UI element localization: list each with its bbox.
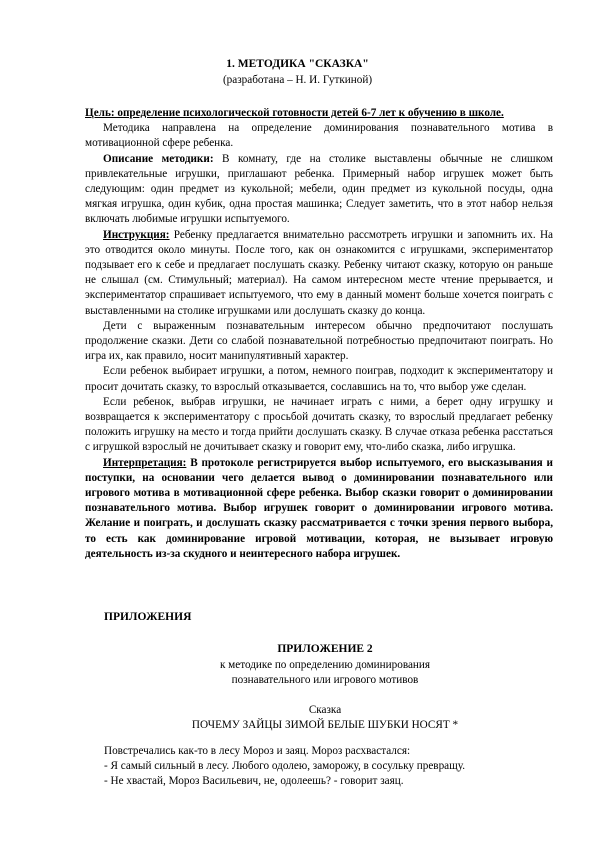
story-line: - Не хвастай, Мороз Васильевич, не, одолеешь? - говорит заяц. [104,775,404,788]
appendix-2-subtitle-2: познавательного или игрового мотивов [231,674,419,686]
description-label: Описание методики: [103,152,214,165]
paragraph-1: Методика направлена на определение доминирования познавательного мотива в мотивационной сфере ребенка. [85,122,553,150]
interpretation-text: В протоколе регистрируется выбор испытуемого, его высказывания и поступки, на основании чего делается вывод о доминировании познавательного или игрового мотива в мотивационной сфере ребенка. Выбор сказки говорит о доминировании познавательного мотива. Выбор игрушек говорит о доминировании игрового мотива. Желание и поиграть, и дослушать сказку рассматривается с точки зрения первого выбора, то есть как доминирование игровой мотивации, которая, не вызывает игровую деятельность из-за скудного и неинтересного набора игрушек. [85,456,553,560]
page-title: 1. МЕТОДИКА "СКАЗКА" [226,58,369,70]
tale-title: ПОЧЕМУ ЗАЙЦЫ ЗИМОЙ БЕЛЫЕ ШУБКИ НОСЯТ * [191,719,459,731]
paragraph-4: Дети с выраженным познавательным интересом обычно предпочитают послушать продолжение сказки. Дети со слабой познавательной потребностью предпочитают поиграть. Но игра их, как правило, носит манипулятивный характер. [85,319,553,363]
tale-label: Сказка [308,704,342,716]
page-subtitle: (разработана – Н. И. Гуткиной) [222,74,373,86]
paragraph-description [85,152,553,228]
story-line: - Я самый сильный в лесу. Любого одолею, заморожу, в сосульку превращу. [104,760,466,773]
appendix-2-title: ПРИЛОЖЕНИЕ 2 [277,643,373,655]
document-body [85,106,553,562]
paragraph-5: Если ребенок выбирает игрушки, а потом, немного поиграв, подходит к экспериментатору и просит дочитать сказку, то взрослый отказывается, сославшись на то, что выбор уже сделан. [85,365,553,393]
paragraph-instruction [85,228,553,319]
goal-paragraph: Цель: определение психологической готовности детей 6-7 лет к обучению в школе. [85,107,504,119]
paragraph-6: Если ребенок, выбрав игрушки, не начинает играть с ними, а берет одну игрушку и возвращается к экспериментатору с просьбой дочитать сказку, то взрослый предлагает ребенку положить игрушку на место и тогда прийти дослушать сказку. В случае отказа ребенка расстаться с игрушкой взрослый не дочитывает сказку и говорит ему, что-либо сказка, либо игрушка. [85,395,553,454]
instruction-text: Ребенку предлагается внимательно рассмотреть игрушки и запомнить их. На это отводится около минуты. После того, как он ознакомится с игрушками, экспериментатор подзывает его к себе и предлагает послушать сказку. Ребенку читают сказку, которую он раньше не слышал (см. Стимульный; материал). На самом интересном месте чтение прерывается, и экспериментатор спрашивает испытуемого, что ему в данный момент больше хочется поиграть с выставленными на столике игрушками или дослушать сказку до конца. [85,228,553,317]
instruction-label: Инструкция: [103,228,170,241]
appendix-heading: ПРИЛОЖЕНИЯ [104,611,192,623]
appendix-2-subtitle-1: к методике по определению доминирования [219,659,431,671]
story-line: Повстречались как-то в лесу Мороз и заяц. Мороз расхвастался: [104,745,411,757]
interpretation-label: Интерпретация: [103,456,187,469]
description-text: В комнату, где на столике выставлены обычные не слишком привлекательные игрушки, приглашают ребенка. Примерный набор игрушек может быть следующим: один предмет из кукольной; мебели, один предмет из кукольной посуды, одна мягкая игрушка, один кубик, одна простая машинка; Следует заметить, что в этот набор нельзя включать любимые игрушки испытуемого. [85,152,553,226]
story-text [104,744,556,790]
paragraph-interpretation [85,456,553,562]
